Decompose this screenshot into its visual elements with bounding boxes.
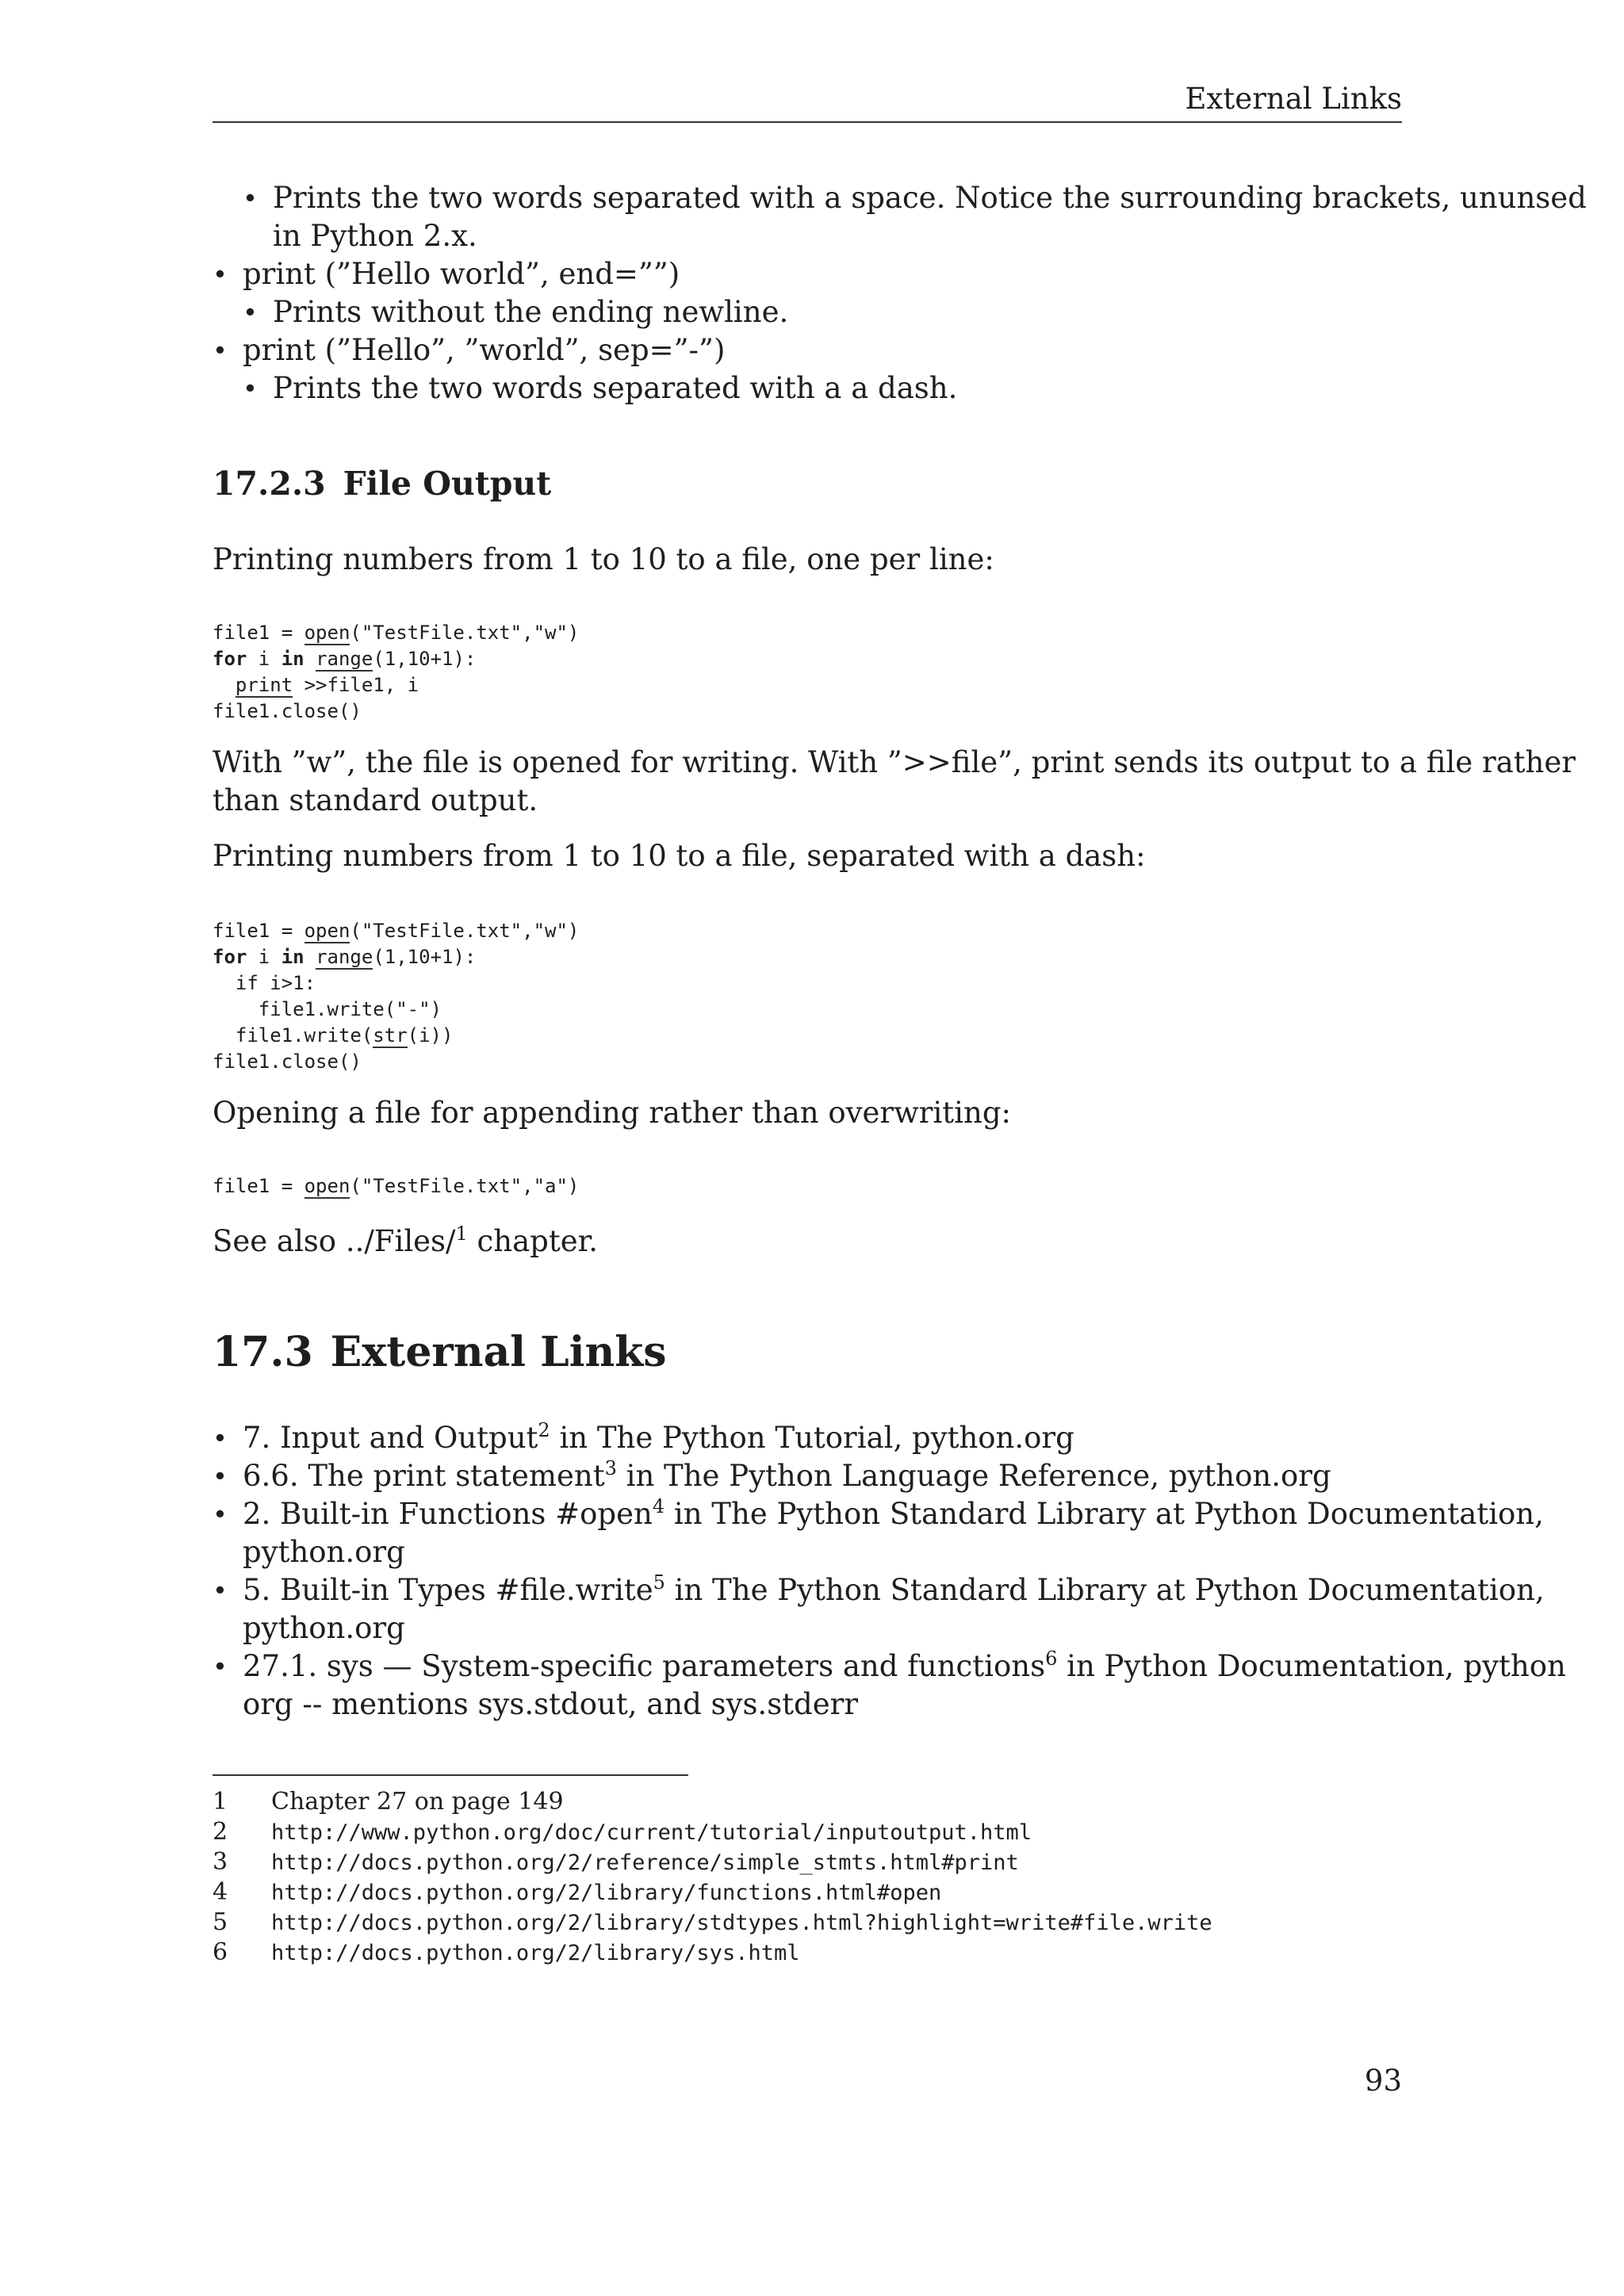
footnote: 3 http://docs.python.org/2/reference/simple_stmts.html#print <box>213 1848 1019 1876</box>
list-item: 2. Built-in Functions #open$^4$ in The Python Standard Library at Python Documentation, <box>243 1495 1544 1531</box>
list-item: print (”Hello world”, end=””) <box>243 257 680 291</box>
footnote-marker: 2 <box>538 1419 550 1441</box>
list-item-continuation: org -- mentions sys.stdout, and sys.stderr <box>243 1687 859 1721</box>
code-line: file1.write(str(i)) <box>213 1024 454 1047</box>
bullet-icon: • <box>243 183 258 213</box>
paragraph: Opening a file for appending rather than overwriting: <box>213 1096 1011 1130</box>
list-item-continuation: python.org <box>243 1535 405 1569</box>
code-block <box>213 918 579 1075</box>
list-item: Prints without the ending newline. <box>273 295 789 329</box>
footnote-marker: 6 <box>1045 1647 1058 1670</box>
code-line: file1.write("-") <box>213 998 442 1020</box>
section-title: File Output <box>343 465 552 503</box>
bullet-icon: • <box>243 373 258 404</box>
bullet-icon: • <box>213 1575 228 1605</box>
bullet-icon: • <box>243 297 258 327</box>
section-heading <box>213 461 551 506</box>
footnote-rule <box>213 1774 688 1776</box>
section-number: 17.3 <box>213 1328 313 1376</box>
code-line: file1 = open("TestFile.txt","w") <box>213 622 580 644</box>
footnote-marker: 1 <box>455 1223 468 1245</box>
bullet-icon: • <box>213 259 228 289</box>
code-line: for i in range(1,10+1): <box>213 648 477 670</box>
code-line: file1.close() <box>213 700 362 722</box>
page-number: 93 <box>1364 2064 1402 2098</box>
list-item-continuation: python.org <box>243 1611 405 1645</box>
list-item: print (”Hello”, ”world”, sep=”-”) <box>243 333 726 367</box>
list-item: 7. Input and Output$^2$ in The Python Tutorial, python.org <box>243 1419 1074 1455</box>
bullet-icon: • <box>213 1499 228 1529</box>
code-block <box>213 1173 579 1200</box>
list-item: 6.6. The print statement$^3$ in The Python Language Reference, python.org <box>243 1457 1331 1493</box>
code-line: print >>file1, i <box>235 674 419 696</box>
paragraph-continuation: than standard output. <box>213 783 538 817</box>
bullet-icon: • <box>213 335 228 365</box>
header-rule <box>213 121 1402 123</box>
paragraph: Printing numbers from 1 to 10 to a file, separated with a dash: <box>213 839 1146 873</box>
section-title: External Links <box>330 1328 667 1376</box>
code-line: if i>1: <box>213 972 316 994</box>
footnote: 1 Chapter 27 on page 149 <box>213 1788 564 1816</box>
running-header: External Links <box>1185 82 1402 116</box>
footnote-marker: 4 <box>652 1495 665 1517</box>
paragraph: Printing numbers from 1 to 10 to a file, one per line: <box>213 542 994 576</box>
footnote: 4 http://docs.python.org/2/library/functions.html#open <box>213 1878 942 1906</box>
bullet-icon: • <box>213 1423 228 1453</box>
list-item: 5. Built-in Types #file.write$^5$ in The Python Standard Library at Python Documentation, <box>243 1571 1545 1607</box>
code-line: file1.close() <box>213 1050 362 1073</box>
list-item: Prints the two words separated with a space. Notice the surrounding brackets, ununsed <box>273 181 1587 215</box>
bullet-icon: • <box>213 1651 228 1682</box>
code-line: file1 = open("TestFile.txt","a") <box>213 1175 580 1197</box>
footnote-marker: 5 <box>653 1571 665 1594</box>
footnote: 6 http://docs.python.org/2/library/sys.html <box>213 1938 800 1966</box>
footnote-marker: 3 <box>604 1457 617 1479</box>
footnote: 2 http://www.python.org/doc/current/tutorial/inputoutput.html <box>213 1818 1032 1846</box>
code-line: for i in range(1,10+1): <box>213 946 477 968</box>
list-item: Prints the two words separated with a a dash. <box>273 371 958 405</box>
list-item-continuation: in Python 2.x. <box>273 219 477 253</box>
footnote: 5 http://docs.python.org/2/library/stdtypes.html?highlight=write#file.write <box>213 1908 1212 1936</box>
bullet-icon: • <box>213 1461 228 1491</box>
list-item: 27.1. sys — System-specific parameters and functions$^6$ in Python Documentation, python <box>243 1647 1566 1683</box>
section-heading <box>213 1326 667 1380</box>
section-number: 17.2.3 <box>213 465 326 503</box>
paragraph: With ”w”, the file is opened for writing. With ”>>file”, print sends its output to a file rather <box>213 745 1576 779</box>
paragraph: See also ../Files/$^1$ chapter. <box>213 1223 598 1258</box>
code-line: file1 = open("TestFile.txt","w") <box>213 920 580 942</box>
code-block <box>213 620 579 725</box>
